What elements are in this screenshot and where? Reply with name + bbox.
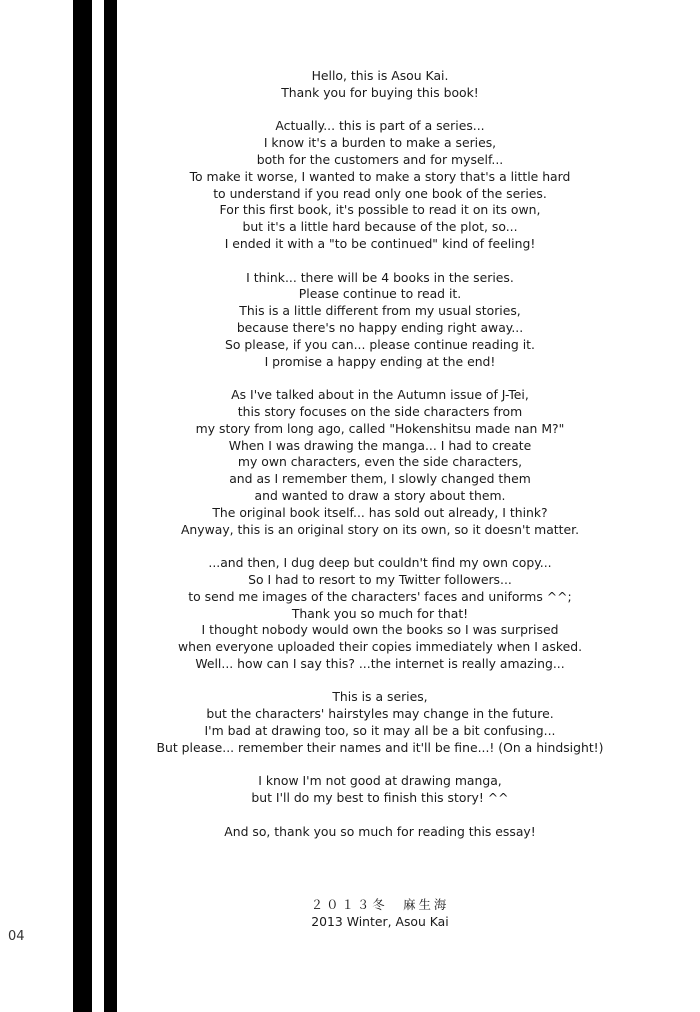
essay-paragraph <box>120 118 640 252</box>
signature-japanese: ２０１３冬 麻生海 <box>310 897 450 912</box>
essay-line: To make it worse, I wanted to make a story that's a little hard <box>189 168 571 184</box>
essay-line: I know it's a burden to make a series, <box>263 135 497 151</box>
signature-block <box>120 897 640 931</box>
essay-paragraph <box>120 68 640 102</box>
essay-line: and wanted to draw a story about them. <box>254 487 506 503</box>
essay-paragraph <box>120 824 640 841</box>
essay-line: For this first book, it's possible to read it on its own, <box>219 202 541 218</box>
essay-line: I think... there will be 4 books in the series. <box>246 269 514 285</box>
essay-line: when everyone uploaded their copies immediately when I asked. <box>177 639 583 655</box>
essay-line: I promise a happy ending at the end! <box>264 353 496 369</box>
page-number: 04 <box>8 929 25 944</box>
essay-paragraph <box>120 387 640 538</box>
essay-line: to understand if you read only one book of the series. <box>213 185 547 201</box>
essay-line: Please continue to read it. <box>298 286 462 302</box>
essay-line: Thank you so much for that! <box>291 605 469 621</box>
essay-paragraph <box>120 270 640 371</box>
essay-line: my own characters, even the side characters, <box>237 454 523 470</box>
essay-line: I'm bad at drawing too, so it may all be a bit confusing... <box>204 723 556 739</box>
essay-line: to send me images of the characters' faces and uniforms ^^; <box>188 588 572 604</box>
essay-line: So I had to resort to my Twitter followers... <box>248 571 512 587</box>
essay-line: this story focuses on the side characters from <box>237 403 523 419</box>
essay-line: But please... remember their names and it'll be fine...! (On a hindsight!) <box>156 739 604 755</box>
signature-english: 2013 Winter, Asou Kai <box>311 913 449 929</box>
essay-line: This is a series, <box>332 689 428 705</box>
essay-line: because there's no happy ending right away... <box>236 319 524 335</box>
essay-line: both for the customers and for myself... <box>256 151 504 167</box>
essay-line: I ended it with a "to be continued" kind of feeling! <box>224 235 536 251</box>
essay-line: This is a little different from my usual stories, <box>239 303 521 319</box>
essay-line: Actually... this is part of a series... <box>275 118 485 134</box>
essay-line: When I was drawing the manga... I had to create <box>228 437 532 453</box>
essay-line: my story from long ago, called "Hokenshitsu made nan M?" <box>195 420 565 436</box>
essay-line: And so, thank you so much for reading this essay! <box>224 823 536 839</box>
essay-line: ...and then, I dug deep but couldn't find my own copy... <box>208 555 552 571</box>
essay-line: but the characters' hairstyles may change in the future. <box>206 706 554 722</box>
essay-line: So please, if you can... please continue reading it. <box>225 336 535 352</box>
margin-stripe-outer <box>73 0 92 1012</box>
essay-paragraph <box>120 773 640 807</box>
essay-line: I know I'm not good at drawing manga, <box>258 773 502 789</box>
essay-line: I thought nobody would own the books so I was surprised <box>201 622 559 638</box>
essay-line: and as I remember them, I slowly changed them <box>229 471 531 487</box>
afterword-essay <box>120 68 640 857</box>
essay-line: but I'll do my best to finish this story! ^^ <box>251 790 509 806</box>
essay-line: Anyway, this is an original story on its own, so it doesn't matter. <box>180 521 580 537</box>
essay-paragraph <box>120 689 640 756</box>
essay-line: As I've talked about in the Autumn issue of J-Tei, <box>231 387 529 403</box>
essay-line: Thank you for buying this book! <box>281 84 479 100</box>
essay-paragraph <box>120 555 640 673</box>
essay-line: but it's a little hard because of the plot, so... <box>242 219 518 235</box>
essay-line: Hello, this is Asou Kai. <box>311 68 449 83</box>
essay-line: The original book itself... has sold out already, I think? <box>212 504 548 520</box>
margin-stripe-inner <box>104 0 117 1012</box>
essay-line: Well... how can I say this? ...the internet is really amazing... <box>195 655 565 671</box>
